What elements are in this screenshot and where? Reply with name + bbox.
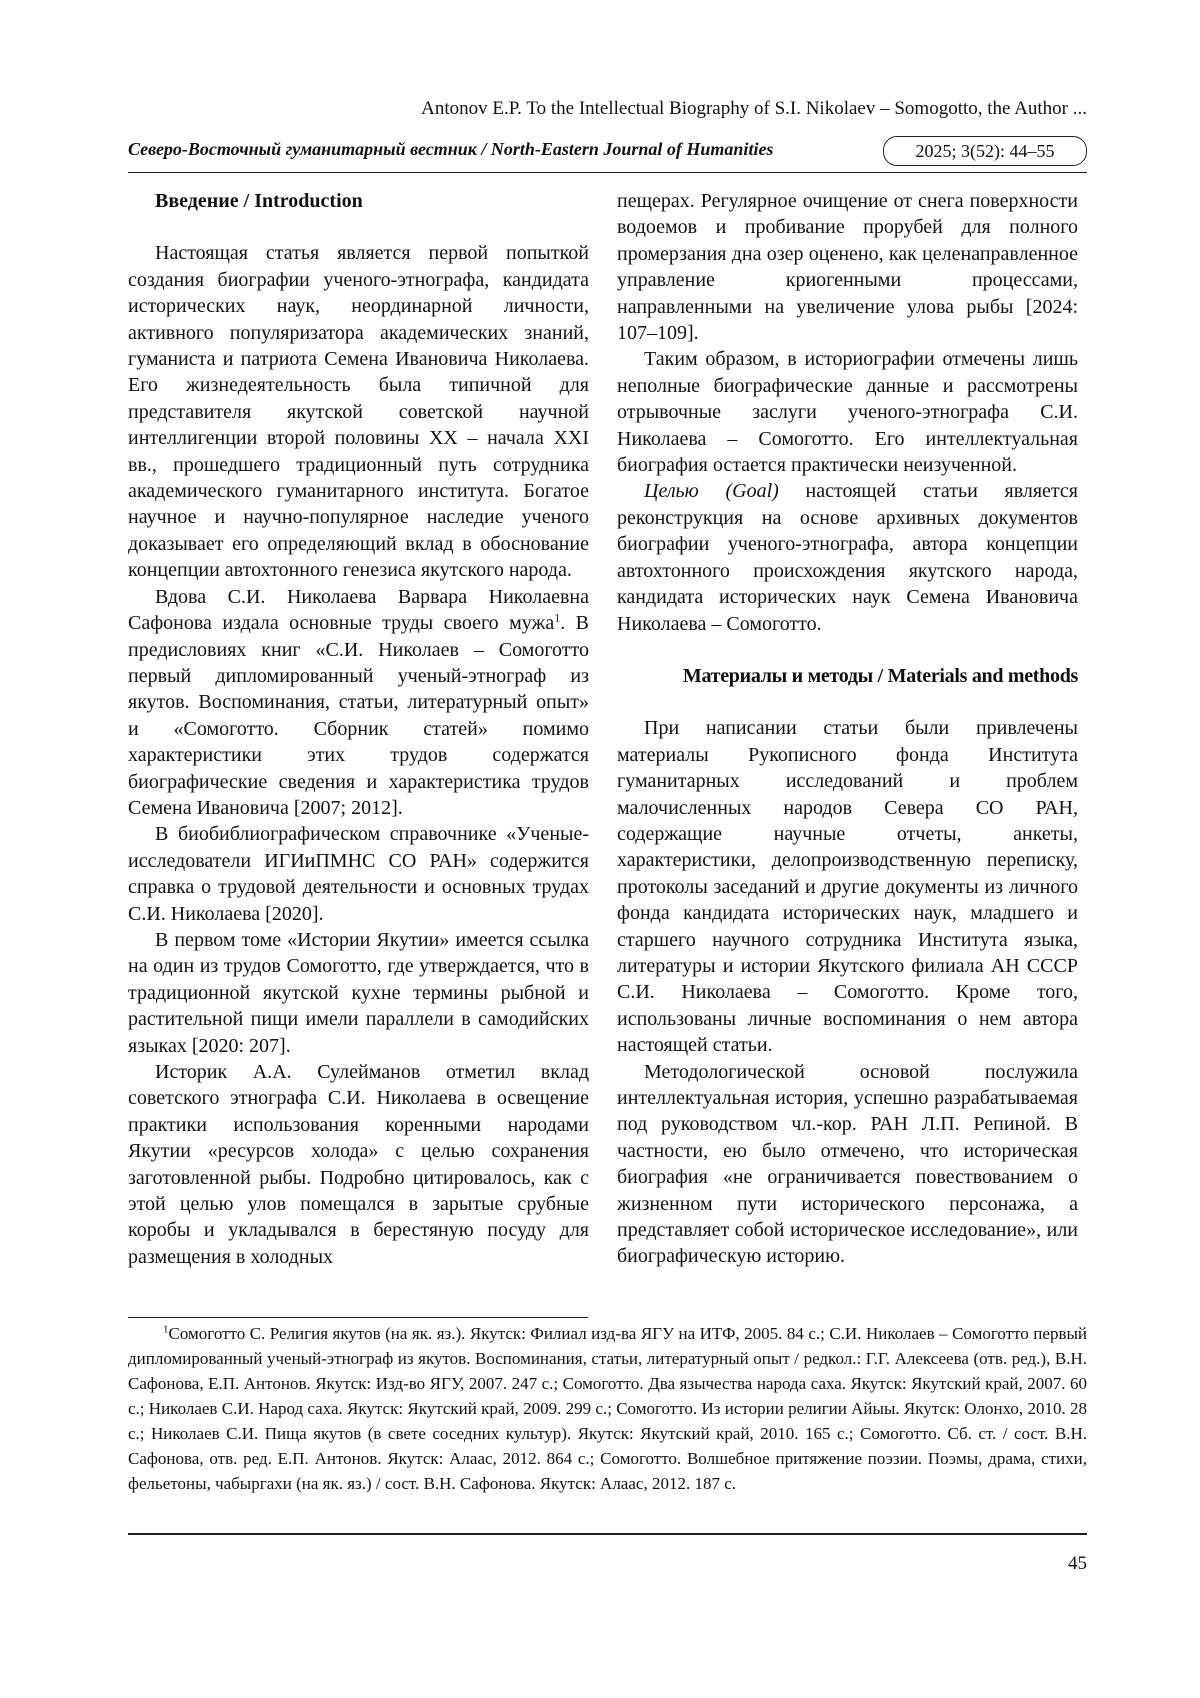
right-column [617,188,1078,1270]
bottom-divider [128,1533,1087,1535]
footnote-divider [128,1317,588,1318]
paragraph: Настоящая статья является первой попыткой создания биографии ученого-этнографа, кандидата исторических наук, неординарной личности, активного популяризатора академических знаний, гуманиста и патриота Семена Ивановича Николаева. Его жизнедеятельность была типичной для представителя якутской советской научной интеллигенции второй половины XX – начала XXI вв., прошедшего традиционный путь сотрудника академического гуманитарного института. Богатое научное и научно-популярное наследие ученого доказывает его определяющий вклад в обоснование концепции автохтонного генезиса якутского народа. [128,242,589,582]
goal-label: Целью (Goal) [644,480,779,503]
page-number: 45 [1068,1553,1087,1574]
paragraph: В биобиблиографическом справочнике «Ученые-исследователи ИГИиПМНС СО РАН» содержится справка о трудовой деятельности и основных трудах С.И. Николаева [2020]. [128,823,589,925]
paragraph [128,584,589,822]
paragraph: пещерах. Регулярное очищение от снега поверхности водоемов и пробивание прорубей для полного промерзания дна озер оценено, как целенаправленное управление криогенными процессами, направленными на увеличение улова рыбы [2024: 107–109]. [617,190,1078,345]
issue-badge: 2025; 3(52): 44–55 [883,136,1087,166]
paragraph [617,478,1078,636]
paragraph: Таким образом, в историографии отмечены лишь неполные биографические данные и рассмотрены отрывочные заслуги ученого-этнографа С.И. Николаева – Сомоготто. Его интеллектуальная биография остается практически неизученной. [617,348,1078,477]
footnote [128,1321,1087,1496]
paragraph: Методологической основой послужила интеллектуальная история, успешно разрабатываемая под руководством чл.-кор. РАН Л.П. Репиной. В частности, ею было отмечено, что историческая биография «не ограничивается повествованием о жизненном пути исторического персонажа, а представляет собой историческое исследование», или биографическую историю. [617,1060,1078,1268]
paragraph: Историк А.А. Сулейманов отметил вклад советского этнографа С.И. Николаева в освещение практики использования коренными народами Якутии «ресурсов холода» с целью сохранения заготовленной рыбы. Подробно цитировалось, как с этой целью улов помещался в зарытые срубные коробы и укладывался в берестяную посуду для размещения в холодных [128,1061,589,1268]
journal-header [128,134,1087,173]
section-heading-introduction: Введение / Introduction [155,190,363,212]
paragraph: При написании статьи были привлечены материалы Рукописного фонда Института гуманитарных исследований и проблем малочисленных народов Севера СО РАН, содержащие научные отчеты, анкеты, характеристики, делопроизводственную переписку, протоколы заседаний и другие документы из личного фонда кандидата исторических наук, младшего и старшего научного сотрудника Института языка, литературы и истории Якутского филиала АН СССР С.И. Николаева – Сомоготто. Кроме того, использованы личные воспоминания о нем автора настоящей статьи. [617,717,1078,1057]
footnote-marker: 1 [163,1323,169,1336]
running-head: Antonov E.P. To the Intellectual Biography of S.I. Nikolaev – Somogotto, the Author ... [421,98,1087,119]
paragraph-text: настоящей статьи является реконструкция на основе архивных документов биографии ученого-этнографа, автора концепции автохтонного происхождения якутского народа, кандидата исторических наук Семена Ивановича Николаева – Сомоготто. [617,480,1078,635]
section-heading-materials-methods: Материалы и методы / Materials and methods [682,664,1078,687]
paragraph: В первом томе «Истории Якутии» имеется ссылка на один из трудов Сомоготто, где утверждается, что в традиционной якутской кухне термины рыбной и растительной пищи имели параллели в самодийских языках [2020: 207]. [128,928,589,1057]
footnote-ref[interactable]: 1 [554,610,561,625]
left-column [128,188,589,1270]
paragraph-text: . В предисловиях книг «С.И. Николаев – Сомоготто первый дипломированный ученый-этнограф из якутов. Воспоминания, статьи, литературный опыт» и «Сомоготто. Сборник статей» помимо характеристики этих трудов содержатся биографические сведения и характеристика трудов Семена Ивановича [2007; 2012]. [128,612,589,819]
journal-title: Северо-Восточный гуманитарный вестник / North-Eastern Journal of Humanities [128,139,774,159]
footnote-text: Сомоготто С. Религия якутов (на як. яз.). Якутск: Филиал изд-ва ЯГУ на ИТФ, 2005. 84 с.; С.И. Николаев – Сомоготто первый дипломированный ученый-этнограф из якутов. Воспоминания, статьи, литературный опыт / редкол.: Г.Г. Алексеева (отв. ред.), В.Н. Сафонова, Е.П. Антонов. Якутск: Изд-во ЯГУ, 2007. 247 с.; Сомоготто. Два язычества народа саха. Якутск: Якутский край, 2007. 60 с.; Николаев С.И. Народ саха. Якутск: Якутский край, 2009. 299 с.; Сомоготто. Из истории религии Айыы. Якутск: Олонхо, 2010. 28 с.; Николаев С.И. Пища якутов (в свете соседних культур). Якутск: Якутский край, 2010. 165 с.; Сомоготто. Сб. ст. / сост. В.Н. Сафонова, отв. ред. Е.П. Антонов. Якутск: Алаас, 2012. 864 с.; Сомоготто. Волшебное притяжение поэзии. Поэмы, драма, стихи, фельетоны, чабыргахи (на як. яз.) / сост. В.Н. Сафонова. Якутск: Алаас, 2012. 187 с. [128,1324,1087,1493]
paragraph-text: Вдова С.И. Николаева Варвара Николаевна Сафонова издала основные труды своего мужа [128,585,589,635]
